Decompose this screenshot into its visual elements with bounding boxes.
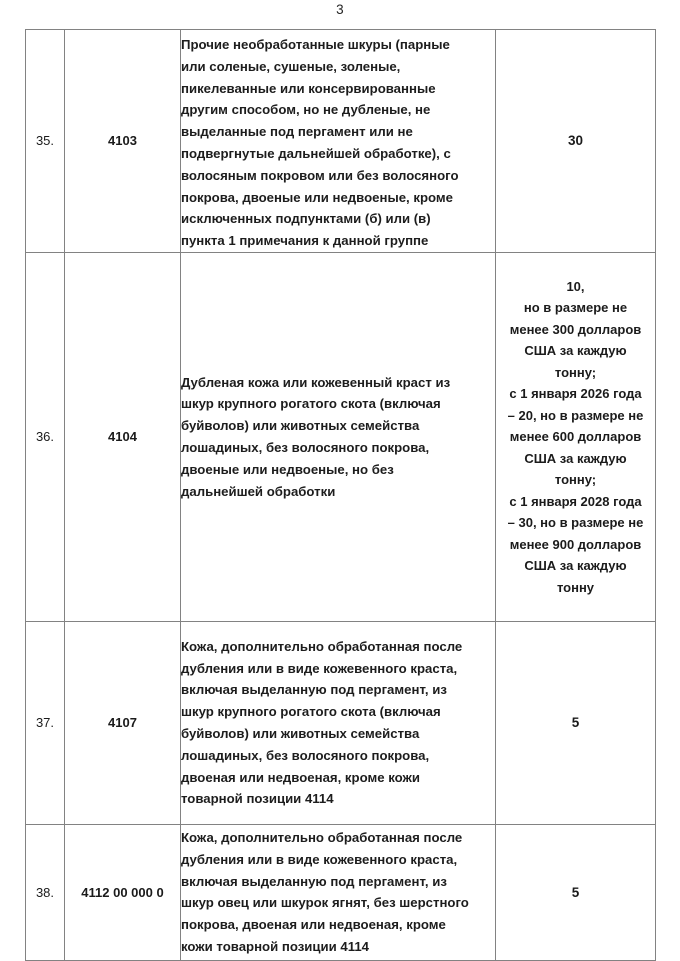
description-line: подвергнутые дальнейшей обработке), с bbox=[181, 145, 451, 161]
description-line: пикелеванные или консервированные bbox=[181, 80, 436, 96]
rate-line: США за каждую bbox=[524, 450, 627, 466]
rate-line: – 30, но в размере не bbox=[507, 515, 644, 531]
row-code-cell: 4112 00 000 0 bbox=[65, 824, 181, 960]
description-line: шкур крупного рогатого скота (включая bbox=[181, 396, 441, 412]
rate-line: с 1 января 2026 года bbox=[509, 386, 642, 402]
row-rate-cell bbox=[496, 252, 656, 621]
description-line: шкур овец или шкурок ягнят, без шерстного bbox=[181, 895, 469, 911]
table-row bbox=[26, 621, 656, 824]
row-description-cell bbox=[181, 30, 496, 253]
description-line: дальнейшей обработки bbox=[181, 483, 336, 499]
row-description-cell bbox=[181, 824, 496, 960]
rate-line: тонну; bbox=[554, 364, 597, 380]
description-line: выделанные под пергамент или не bbox=[181, 124, 413, 140]
description-line: дубления или в виде кожевенного краста, bbox=[181, 851, 458, 867]
description-line: покрова, двоеная или недвоеная, кроме bbox=[181, 917, 446, 933]
rate-line: тонну bbox=[556, 579, 595, 595]
rate-line: – 20, но в размере не bbox=[507, 407, 644, 423]
page-number: 3 bbox=[336, 2, 344, 17]
row-code-cell: 4103 bbox=[65, 30, 181, 253]
table-row bbox=[26, 824, 656, 960]
rate-line: но в размере не bbox=[523, 300, 628, 316]
row-number-cell: 38. bbox=[26, 824, 65, 960]
description-line: Кожа, дополнительно обработанная после bbox=[181, 830, 463, 846]
row-code-cell: 4104 bbox=[65, 252, 181, 621]
description-line: пункта 1 примечания к данной группе bbox=[181, 233, 429, 249]
description-line: исключенных подпунктами (б) или (в) bbox=[181, 211, 431, 227]
table-row bbox=[26, 252, 656, 621]
row-number-cell: 35. bbox=[26, 30, 65, 253]
description-line: двоеные или недвоеные, но без bbox=[181, 461, 394, 477]
rate-line: менее 300 долларов bbox=[509, 321, 642, 337]
description-line: буйволов) или животных семейства bbox=[181, 725, 420, 741]
rate-line: 5 bbox=[571, 884, 580, 900]
row-code-cell: 4107 bbox=[65, 621, 181, 824]
rate-line: менее 600 долларов bbox=[509, 429, 642, 445]
row-description-cell bbox=[181, 621, 496, 824]
tariff-table bbox=[25, 29, 656, 961]
description-line: покрова, двоеные или недвоеные, кроме bbox=[181, 189, 454, 205]
description-line: кожи товарной позиции 4114 bbox=[181, 939, 369, 955]
description-line: товарной позиции 4114 bbox=[181, 791, 334, 807]
description-line: Кожа, дополнительно обработанная после bbox=[181, 638, 463, 654]
row-rate-cell bbox=[496, 824, 656, 960]
description-line: Прочие необработанные шкуры (парные bbox=[181, 37, 450, 52]
rate-line: США за каждую bbox=[524, 558, 627, 574]
description-line: Дубленая кожа или кожевенный краст из bbox=[181, 374, 451, 390]
table-row bbox=[26, 30, 656, 253]
row-rate-cell bbox=[496, 30, 656, 253]
rate-line: 5 bbox=[571, 715, 580, 731]
description-line: дубления или в виде кожевенного краста, bbox=[181, 660, 458, 676]
description-line: включая выделанную под пергамент, из bbox=[181, 873, 447, 889]
description-line: двоеная или недвоеная, кроме кожи bbox=[181, 769, 420, 785]
description-line: лошадиных, без волосяного покрова, bbox=[181, 747, 430, 763]
description-line: шкур крупного рогатого скота (включая bbox=[181, 704, 441, 720]
row-description-cell bbox=[181, 252, 496, 621]
description-line: буйволов) или животных семейства bbox=[181, 418, 420, 434]
description-line: включая выделанную под пергамент, из bbox=[181, 682, 447, 698]
row-number-cell: 37. bbox=[26, 621, 65, 824]
rate-line: тонну; bbox=[554, 472, 597, 488]
rate-line: США за каждую bbox=[524, 343, 627, 359]
rate-line: с 1 января 2028 года bbox=[509, 493, 642, 509]
rate-line: 10, bbox=[566, 278, 585, 294]
description-line: волосяным покровом или без волосяного bbox=[181, 167, 459, 183]
row-number-cell: 36. bbox=[26, 252, 65, 621]
description-line: другим способом, но не дубленые, не bbox=[181, 102, 431, 118]
row-rate-cell bbox=[496, 621, 656, 824]
description-line: или соленые, сушеные, золеные, bbox=[181, 58, 401, 74]
description-line: лошадиных, без волосяного покрова, bbox=[181, 439, 430, 455]
rate-line: менее 900 долларов bbox=[509, 536, 642, 552]
rate-line: 30 bbox=[567, 133, 584, 149]
tariff-table-body bbox=[26, 30, 656, 961]
